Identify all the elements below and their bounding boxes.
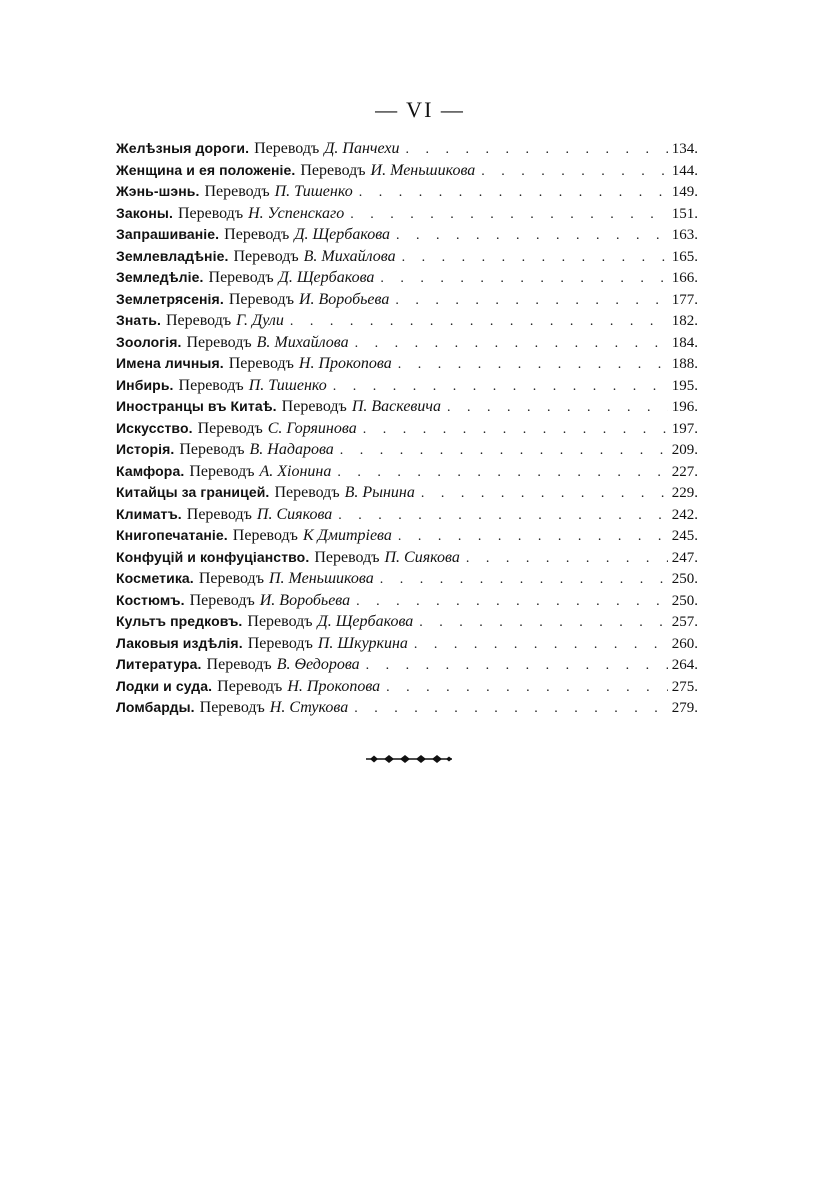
translator-name: И. Воробьева [298, 290, 390, 308]
translator-name: А. Хіонина [259, 462, 332, 480]
translation-label: Переводъ [204, 183, 270, 200]
toc-entry [116, 375, 698, 397]
entry-title: Культъ предковъ. [116, 613, 243, 629]
toc-entry [116, 611, 698, 633]
dot-leader [333, 376, 668, 397]
toc-entry [116, 396, 698, 418]
dot-leader [354, 698, 668, 719]
translation-label: Переводъ [228, 290, 294, 308]
translation-label: Переводъ [186, 333, 252, 351]
page-reference: 247. [671, 549, 698, 566]
toc-entry [116, 203, 698, 225]
entry-title: Камфора. [116, 462, 185, 479]
dot-leader [481, 161, 667, 182]
toc-entry [116, 504, 698, 526]
translation-label: Переводъ [197, 419, 263, 437]
translation-label: Переводъ [247, 634, 313, 652]
toc-entry [116, 332, 698, 354]
dot-leader [466, 548, 668, 569]
page-reference: 196. [671, 399, 698, 415]
entry-title: Землетрясенія. [116, 290, 224, 307]
toc-entry [116, 246, 698, 268]
entry-title: Земледѣліе. [116, 269, 204, 285]
toc-entry [116, 224, 698, 246]
dot-leader [447, 397, 668, 418]
translation-label: Переводъ [314, 548, 380, 566]
translator-name: Д. Щербакова [278, 269, 375, 286]
translation-label: Переводъ [165, 312, 232, 329]
toc-entry [116, 289, 698, 311]
page-reference: 195. [671, 377, 698, 394]
toc-entry [116, 654, 698, 676]
toc-entry [116, 590, 698, 612]
dot-leader [355, 333, 668, 354]
translator-name: П. Тишенко [248, 376, 327, 394]
translator-name: Д. Панчехи [324, 140, 400, 157]
translator-name: И. Воробьева [259, 591, 351, 609]
dot-leader [290, 311, 668, 332]
page-reference: 275. [671, 678, 698, 695]
toc-entry [116, 267, 698, 289]
translation-label: Переводъ [178, 376, 244, 394]
translation-label: Переводъ [189, 591, 255, 609]
translation-label: Переводъ [233, 247, 299, 265]
ornament-divider [366, 754, 456, 764]
entry-title: Ломбарды. [116, 699, 195, 715]
translation-label: Переводъ [300, 161, 366, 179]
translation-label: Переводъ [254, 140, 320, 157]
page-reference: 149. [671, 184, 698, 200]
entry-title: Лодки и суда. [116, 677, 213, 694]
translator-name: И. Меньшикова [370, 161, 476, 179]
dot-leader [421, 483, 668, 504]
entry-title: Китайцы за границей. [116, 484, 270, 500]
entry-title: Литература. [116, 656, 202, 672]
page-reference: 163. [671, 227, 698, 243]
entry-title: Инбирь. [116, 376, 174, 393]
page-reference: 144. [671, 162, 698, 179]
page-reference: 177. [671, 291, 698, 308]
translator-name: П. Тишенко [274, 183, 353, 200]
entry-title: Косметика. [116, 570, 194, 586]
translation-label: Переводъ [217, 677, 283, 695]
dot-leader [380, 569, 668, 590]
dot-leader [366, 655, 668, 676]
dot-leader [402, 247, 668, 268]
entry-title: Искусство. [116, 419, 193, 436]
translator-name: Д. Щербакова [294, 226, 391, 243]
page-reference: 182. [671, 313, 698, 329]
toc-entry [116, 138, 698, 160]
dot-leader [398, 526, 668, 547]
dot-leader [359, 182, 668, 203]
translation-label: Переводъ [224, 226, 290, 243]
page-reference: 188. [671, 356, 698, 372]
translation-label: Переводъ [208, 269, 274, 286]
toc-entry [116, 697, 698, 719]
dot-leader [386, 677, 668, 698]
page-reference: 151. [671, 205, 698, 222]
entry-title: Запрашиваніе. [116, 226, 220, 242]
entry-title: Зоологія. [116, 333, 182, 350]
page-reference: 209. [671, 442, 698, 458]
entry-title: Законы. [116, 204, 173, 221]
dot-leader [356, 591, 668, 612]
table-of-contents [116, 138, 698, 719]
translator-name: П. Шкуркина [317, 634, 408, 652]
toc-entry [116, 160, 698, 182]
page-number: — VI — [375, 97, 465, 122]
entry-title: Костюмъ. [116, 591, 185, 608]
translator-name: Н. Прокопова [287, 677, 381, 695]
page-reference: 166. [671, 270, 698, 286]
translator-name: П. Меньшикова [268, 570, 374, 587]
translation-label: Переводъ [232, 527, 298, 544]
page-reference: 279. [671, 700, 698, 716]
dot-leader [350, 204, 668, 225]
translator-name: К Дмитріева [302, 527, 392, 544]
translator-name: Н. Стукова [269, 699, 349, 716]
translator-name: В. Рынина [344, 484, 415, 501]
toc-entry [116, 418, 698, 440]
dot-leader [398, 354, 668, 375]
translator-name: В. Надарова [249, 441, 334, 458]
toc-entry [116, 525, 698, 547]
toc-entry [116, 353, 698, 375]
page-reference: 229. [671, 485, 698, 501]
translation-label: Переводъ [228, 355, 294, 372]
toc-entry [116, 181, 698, 203]
page-reference: 134. [671, 141, 698, 157]
translator-name: В. Михайлова [256, 333, 349, 351]
page-reference: 264. [671, 657, 698, 673]
translation-label: Переводъ [274, 484, 340, 501]
translation-label: Переводъ [189, 462, 255, 480]
translation-label: Переводъ [247, 613, 313, 630]
entry-title: Книгопечатаніе. [116, 527, 228, 543]
toc-entry [116, 461, 698, 483]
dot-leader [395, 290, 667, 311]
translator-name: Д. Щербакова [317, 613, 414, 630]
translation-label: Переводъ [281, 398, 347, 415]
page-reference: 245. [671, 528, 698, 544]
entry-title: Конфуцій и конфуціанство. [116, 548, 310, 565]
dot-leader [406, 139, 668, 160]
page-reference: 242. [671, 506, 698, 523]
toc-entry [116, 310, 698, 332]
page-reference: 250. [671, 571, 698, 587]
toc-entry [116, 568, 698, 590]
entry-title: Лаковыя издѣлія. [116, 634, 243, 651]
dot-leader [380, 268, 667, 289]
dot-leader [396, 225, 668, 246]
translator-name: П. Васкевича [351, 398, 442, 415]
translator-name: Н. Успенскаго [248, 204, 345, 222]
page-reference: 165. [671, 248, 698, 265]
dot-leader [338, 505, 667, 526]
entry-title: Климатъ. [116, 505, 182, 522]
entry-title: Знать. [116, 312, 161, 328]
translator-name: В. Михайлова [303, 247, 396, 265]
toc-entry [116, 676, 698, 698]
translation-label: Переводъ [179, 441, 245, 458]
page-reference: 227. [671, 463, 698, 480]
translation-label: Переводъ [186, 505, 252, 523]
translator-name: П. Сиякова [384, 548, 460, 566]
entry-title: Желѣзныя дороги. [116, 140, 250, 156]
translator-name: В. Ѳедорова [276, 656, 360, 673]
dot-leader [337, 462, 667, 483]
translator-name: Н. Прокопова [298, 355, 392, 372]
entry-title: Женщина и ея положеніе. [116, 161, 296, 178]
entry-title: Жэнь-шэнь. [116, 183, 200, 199]
translation-label: Переводъ [177, 204, 244, 222]
translator-name: П. Сиякова [256, 505, 333, 523]
toc-entry [116, 633, 698, 655]
translator-name: Г. Дули [236, 312, 284, 329]
dot-leader [414, 634, 668, 655]
dot-leader [340, 440, 668, 461]
translator-name: С. Горяинова [267, 419, 357, 437]
page-reference: 257. [671, 614, 698, 630]
translation-label: Переводъ [198, 570, 264, 587]
entry-title: Иностранцы въ Китаѣ. [116, 398, 277, 414]
translation-label: Переводъ [206, 656, 272, 673]
page-reference: 260. [671, 635, 698, 652]
entry-title: Имена личныя. [116, 355, 224, 371]
dot-leader [419, 612, 667, 633]
toc-entry [116, 439, 698, 461]
page-reference: 197. [671, 420, 698, 437]
entry-title: Исторія. [116, 441, 175, 457]
toc-entry [116, 482, 698, 504]
page-reference: 184. [671, 334, 698, 351]
dot-leader [363, 419, 668, 440]
toc-entry [116, 547, 698, 569]
page-reference: 250. [671, 592, 698, 609]
translation-label: Переводъ [199, 699, 265, 716]
entry-title: Землевладѣніе. [116, 247, 229, 264]
